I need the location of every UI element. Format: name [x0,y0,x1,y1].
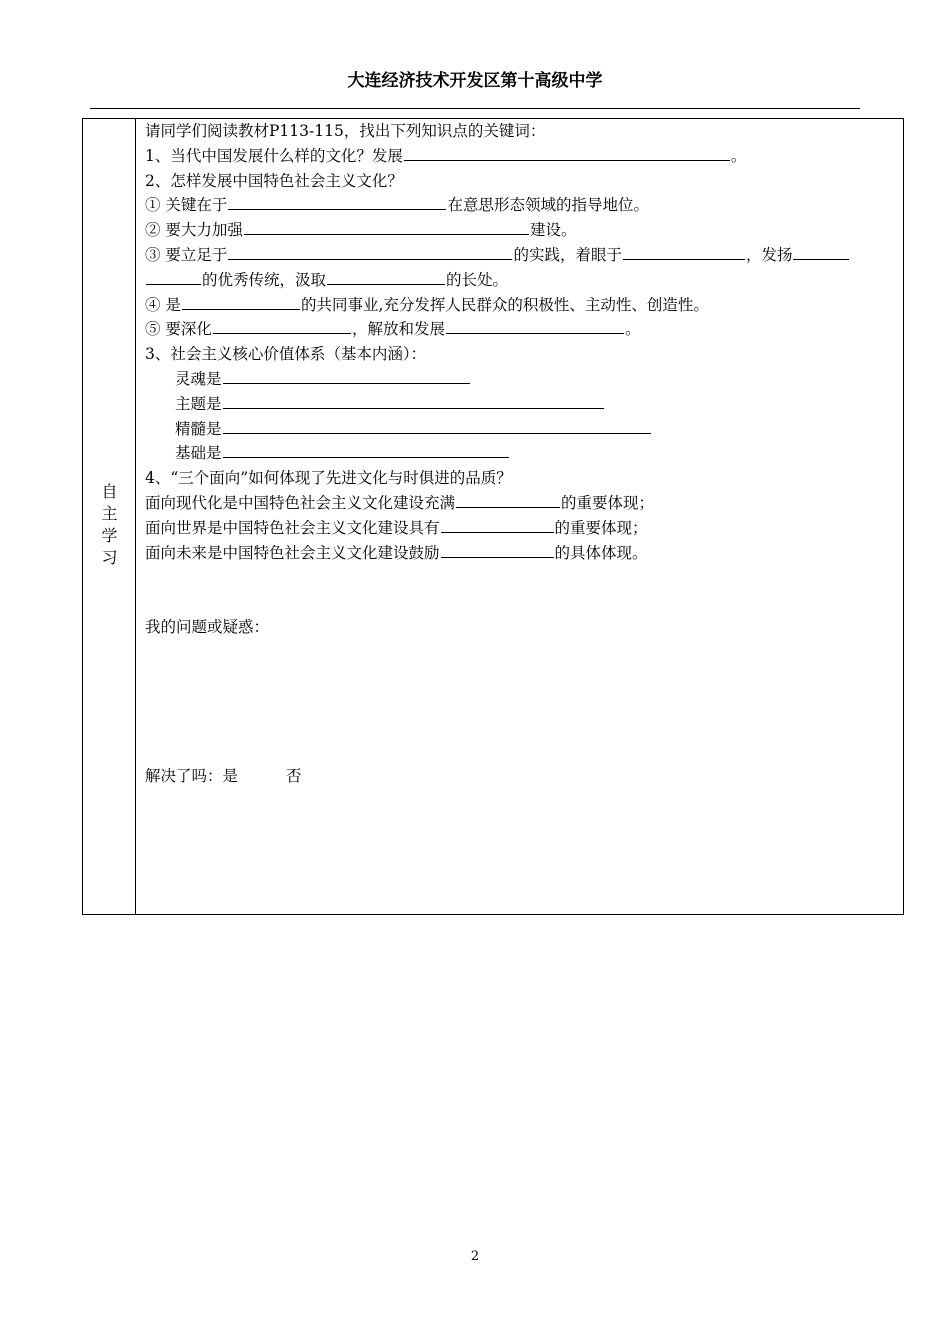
q2d-end: 的共同事业,充分发挥人民群众的积极性、主动性、创造性。 [300,295,709,314]
question-4-title: 4、“三个面向”如何体现了先进文化与时俱进的品质？ [145,469,512,488]
spacer [145,739,899,764]
q2b-text: ② 要大力加强 [145,221,243,240]
q4a-text: 面向现代化是中国特色社会主义文化建设充满 [145,493,456,512]
q2c-blank-4[interactable] [327,268,445,285]
q4a-blank[interactable] [456,491,560,508]
q3-soul-line [145,367,899,392]
resolved-no[interactable]: 否 [286,766,302,785]
q2c-blank-2[interactable] [623,243,745,260]
questions-label: 我的问题或疑惑： [145,617,270,636]
q3-theme-line [145,392,899,417]
q2c-cont-1: 的优秀传统，汲取 [202,270,327,289]
q2c-blank-3[interactable] [793,243,849,260]
q2e-blank-2[interactable] [446,317,624,334]
q2c-mid-1: 的实践，着眼于 [513,245,622,264]
q2c-cont-2: 的长处。 [446,270,509,289]
question-2c [145,243,899,268]
spacer [145,665,899,690]
section-label-char: 学 [101,526,118,545]
q2c-mid-2: ，发扬 [745,245,793,264]
section-label [83,481,136,569]
q3-soul-blank[interactable] [223,367,470,384]
q3-essence-blank[interactable] [223,417,651,434]
q2b-blank[interactable] [244,218,529,235]
q4b-end: 的重要体现； [554,518,648,537]
question-3-title: 3、社会主义核心价值体系（基本内涵）： [145,345,427,364]
q2e-end: 。 [624,320,641,339]
spacer [145,565,899,590]
q1-text: 1、当代中国发展什么样的文化？发展 [145,146,403,165]
question-2a [145,193,899,218]
page-number: 2 [470,1249,480,1264]
q4c-blank[interactable] [441,541,554,558]
q3-essence-line [145,417,899,442]
question-2d [145,293,899,318]
question-4c [145,541,899,566]
section-label-cell [83,119,136,914]
q4b-blank[interactable] [441,516,554,533]
study-table [82,118,904,915]
section-label-char: 习 [101,548,118,567]
q2a-blank[interactable] [228,193,446,210]
q3-soul-text: 灵魂是 [175,369,222,388]
q1-end: 。 [730,146,747,165]
intro-line: 请同学们阅读教材P113-115，找出下列知识点的关键词： [145,122,546,140]
spacer [145,640,899,665]
q3-theme-text: 主题是 [175,394,222,413]
section-label-char: 主 [101,504,118,523]
q4b-text: 面向世界是中国特色社会主义文化建设具有 [145,518,440,537]
q4c-text: 面向未来是中国特色社会主义文化建设鼓励 [145,543,440,562]
q2e-text: ⑤ 要深化 [145,320,212,339]
q2c-text: ③ 要立足于 [145,245,228,264]
q2d-blank[interactable] [182,293,300,310]
q3-base-blank[interactable] [223,441,509,458]
q2c-blank-3b[interactable] [146,268,201,285]
q4c-end: 的具体体现。 [554,543,648,562]
q3-essence-text: 精髓是 [175,419,222,438]
question-1 [145,144,899,169]
q3-base-line [145,441,899,466]
spacer [145,689,899,714]
section-label-char: 自 [101,482,118,501]
question-2b [145,218,899,243]
q3-base-text: 基础是 [175,444,222,463]
q2a-text: ① 关键在于 [145,196,228,215]
question-4a [145,491,899,516]
q2c-blank-1[interactable] [228,243,512,260]
q4a-end: 的重要体现； [561,493,655,512]
q2e-blank-1[interactable] [213,317,351,334]
header-rule [90,108,860,109]
question-2-title: 2、怎样发展中国特色社会主义文化？ [145,171,403,190]
question-2e [145,317,899,342]
q2a-end: 在意思形态领域的指导地位。 [447,196,649,215]
spacer [145,714,899,739]
question-2c-cont [145,268,899,293]
question-4b [145,516,899,541]
page-header-title: 大连经济技术开发区第十高级中学 [347,71,603,91]
resolved-line [145,764,899,789]
q2d-text: ④ 是 [145,295,181,314]
q2e-mid: ，解放和发展 [351,320,445,339]
q2b-end: 建设。 [529,221,577,240]
q1-blank[interactable] [404,144,730,161]
q3-theme-blank[interactable] [223,392,604,409]
resolved-yes[interactable]: 解决了吗：是 [145,766,239,785]
spacer [145,590,899,615]
content-cell [145,119,899,789]
